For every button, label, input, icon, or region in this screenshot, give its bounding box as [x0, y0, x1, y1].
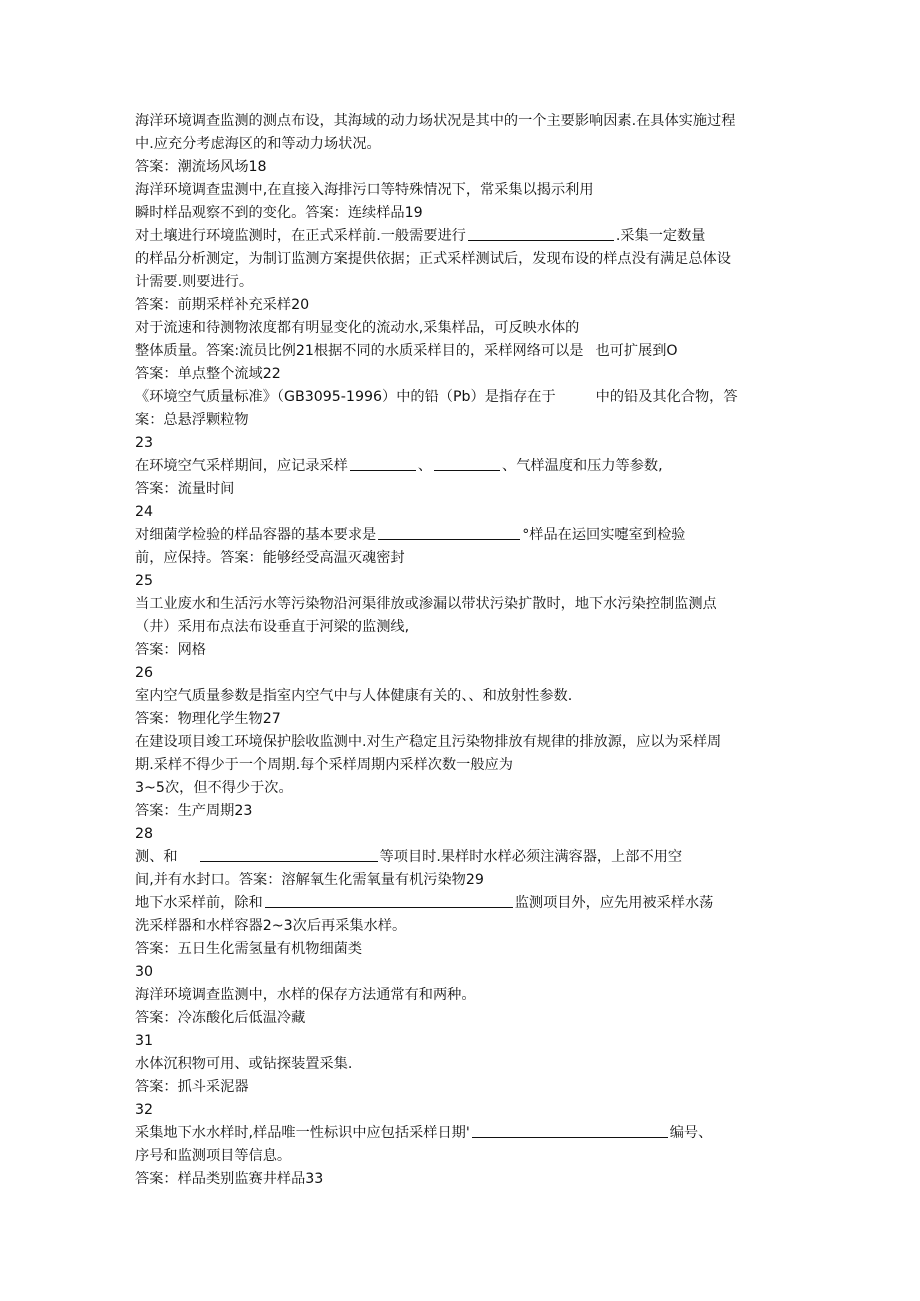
- fill-in-blank: [200, 846, 378, 862]
- fill-in-blank: [472, 1122, 668, 1138]
- text-line: 在建设项目竣工环境保护脍收监测中.对生产稳定且污染物排放有规律的排放源，应以为采样周: [135, 734, 722, 750]
- text-line: [135, 846, 795, 869]
- text-segment: 编号、: [669, 1125, 713, 1141]
- answer-line: 答案：样品类别监赛井样品33: [135, 1171, 324, 1187]
- answer-line: 答案：潮流场风场18: [135, 159, 267, 175]
- text-segment: 测、和: [135, 849, 178, 865]
- text-line: [135, 225, 795, 248]
- text-line: [135, 455, 795, 478]
- text-segment: .采集一定数量: [615, 228, 706, 244]
- answer-line: 答案：单点整个流域22: [135, 366, 281, 382]
- text-line: 序号和监测项目等信息。: [135, 1148, 292, 1164]
- answer-line: 答案：生产周期23: [135, 803, 253, 819]
- text-line: 室内空气质量参数是指室内空气中与人体健康有关的、、和放射性参数.: [135, 688, 573, 704]
- text-line: 对于流速和待测物浓度都有明显变化的流动水,采集样品，可反映水体的: [135, 320, 580, 336]
- question-number: 30: [135, 964, 154, 980]
- fill-in-blank: [378, 524, 520, 540]
- text-line: 海洋环境调查盅测中,在直接入海排污口等特殊情况下，常采集以揭示利用: [135, 182, 594, 198]
- text-line: 的样品分析测定，为制订监测方案提供依据；正式采样测试后，发现布设的样点没有满足总体设: [135, 251, 731, 267]
- answer-line: 答案：冷冻酸化后低温冷藏: [135, 1010, 306, 1026]
- text-segment: 整体质量。答案:流员比例21根据不同的水质采样目的，采样网络可以是: [135, 343, 584, 359]
- text-segment: 在环境空气采样期间，应记录采样: [135, 458, 348, 474]
- fill-in-blank: [434, 455, 500, 471]
- text-line: [135, 386, 795, 409]
- question-number: 31: [135, 1033, 154, 1049]
- text-segment: 也可扩展到O: [595, 343, 678, 359]
- answer-line: 答案：物理化学生物27: [135, 711, 281, 727]
- text-line: 当工业废水和生活污水等污染物沿河渠徘放或渗漏以带状污染扩散时，地下水污染控制监测点: [135, 596, 717, 612]
- text-segment: 等项目时.果样时水样必须注满容器，上部不用空: [379, 849, 683, 865]
- text-line: 中.应充分考虑海区的和等动力场状况。: [135, 136, 381, 152]
- text-segment: °样品在运回实嚏室到检验: [522, 527, 686, 543]
- text-line: 3~5次，但不得少于次。: [135, 780, 293, 796]
- text-line: 瞬时样品观察不到的变化。答案：连续样品19: [135, 205, 423, 221]
- text-segment: 《环境空气质量标准》（GB3095-1996）中的铅（Pb）是指存在于: [135, 389, 556, 405]
- text-line: 海洋环境调查监测的测点布设，其海域的动力场状况是其中的一个主要影响因素.在具体实施过程: [135, 113, 736, 129]
- question-number: 23: [135, 435, 154, 451]
- answer-line: 答案：五日生化需氢量有机物细菌类: [135, 941, 363, 957]
- fill-in-blank: [265, 892, 513, 908]
- text-segment: 地下水采样前，除和: [135, 895, 263, 911]
- question-number: 28: [135, 826, 154, 842]
- text-line: 计需要.则要进行。: [135, 274, 254, 290]
- question-number: 24: [135, 504, 154, 520]
- text-line: [135, 1122, 795, 1145]
- fill-in-blank: [350, 455, 416, 471]
- text-line: 海洋环境调查监测中，水样的保存方法通常有和两种。: [135, 987, 476, 1003]
- text-line: [135, 524, 795, 547]
- question-number: 25: [135, 573, 154, 589]
- text-segment: 、气样温度和压力等参数,: [502, 458, 663, 474]
- text-line: [135, 892, 795, 915]
- question-number: 32: [135, 1102, 154, 1118]
- text-line: 水体沉积物可用、或钻探装置采集.: [135, 1056, 353, 1072]
- text-segment: 、: [417, 458, 433, 474]
- answer-line: 答案：前期采样补充采样20: [135, 297, 310, 313]
- answer-line: 案：总悬浮颗粒物: [135, 412, 249, 428]
- text-line: [135, 340, 795, 363]
- text-segment: 采集地下水水样时,样品唯一性标识中应包括采样日期': [135, 1125, 470, 1141]
- text-segment: 中的铅及其化合物，答: [595, 389, 738, 405]
- text-segment: 对土壤进行环境监测时，在正式采样前.一般需要进行: [135, 228, 466, 244]
- text-line: 期.采样不得少于一个周期.每个采样周期内采样次数一般应为: [135, 757, 513, 773]
- text-line: 间,并有水封口。答案：溶解氧生化需氧量有机污染物29: [135, 872, 484, 888]
- fill-in-blank: [468, 225, 614, 241]
- text-line: 前，应保持。答案：能够经受高温灭魂密封: [135, 550, 405, 566]
- answer-line: 答案：网格: [135, 642, 206, 658]
- answer-line: 答案：抓斗采泥器: [135, 1079, 249, 1095]
- question-number: 26: [135, 665, 154, 681]
- text-line: 洗采样器和水样容器2~3次后再采集水样。: [135, 918, 407, 934]
- document-body: [135, 110, 795, 1191]
- text-segment: 对细菌学检验的样品容器的基本要求是: [135, 527, 377, 543]
- answer-line: 答案：流量时间: [135, 481, 235, 497]
- text-segment: 监测项目外，应先用被采样水荡: [514, 895, 714, 911]
- text-line: （井）采用布点法布设垂直于河梁的监测线,: [135, 619, 410, 635]
